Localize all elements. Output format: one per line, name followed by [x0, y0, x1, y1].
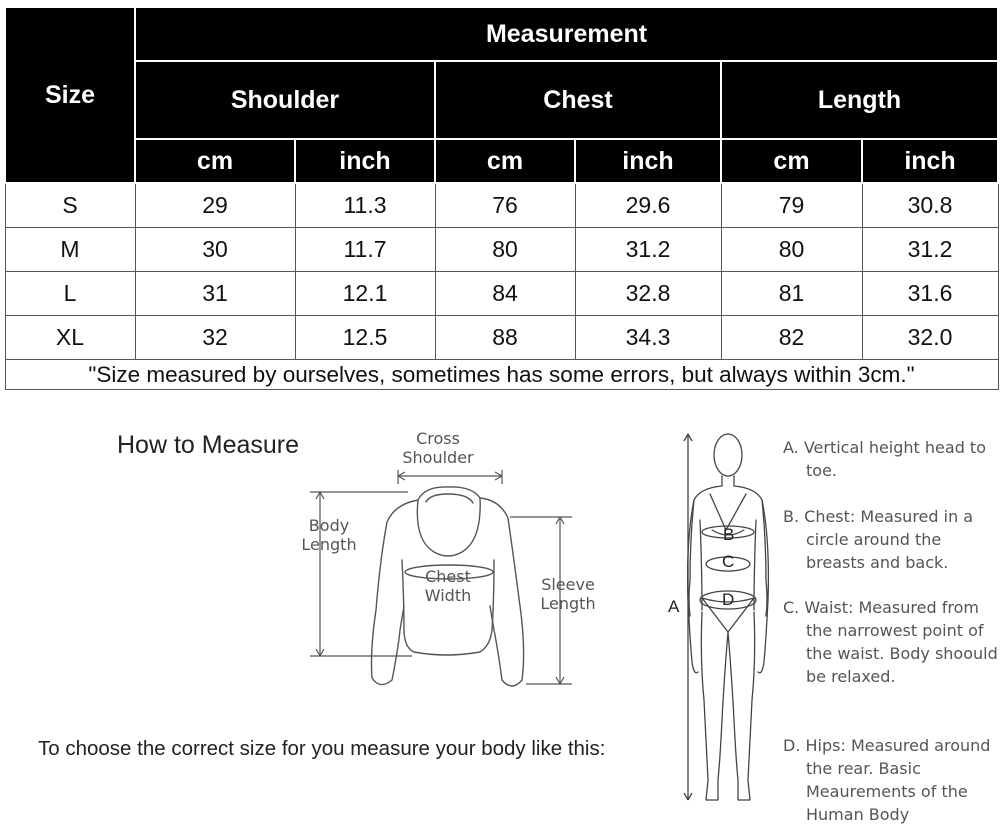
size-cell: XL — [5, 316, 135, 360]
table-cell: 30 — [135, 228, 295, 272]
description-b: B. Chest: Measured in a circle around the breasts and back. — [783, 507, 974, 572]
table-cell: 32.8 — [575, 272, 721, 316]
table-cell: 30.8 — [862, 183, 998, 228]
chest-width-label: Chest Width — [424, 567, 472, 605]
table-cell: 11.7 — [295, 228, 435, 272]
unit-header: cm — [135, 139, 295, 183]
size-header: Size — [5, 7, 135, 183]
length-header: Length — [721, 61, 998, 139]
table-cell: 31.2 — [575, 228, 721, 272]
table-cell: 76 — [435, 183, 575, 228]
table-cell: 32 — [135, 316, 295, 360]
unit-header: inch — [575, 139, 721, 183]
table-cell: 80 — [721, 228, 862, 272]
chest-header: Chest — [435, 61, 721, 139]
size-cell: L — [5, 272, 135, 316]
table-cell: 34.3 — [575, 316, 721, 360]
letter-b: B — [723, 525, 735, 544]
unit-header: inch — [862, 139, 998, 183]
table-cell: 80 — [435, 228, 575, 272]
instruction-text: To choose the correct size for you measure your body like this: — [38, 737, 606, 760]
table-cell: 79 — [721, 183, 862, 228]
size-note: "Size measured by ourselves, sometimes has some errors, but always within 3cm." — [5, 360, 998, 390]
table-cell: 81 — [721, 272, 862, 316]
description-d: D. Hips: Measured around the rear. Basic Meaurements of the Human Body — [783, 736, 991, 824]
letter-d: D — [722, 590, 735, 609]
description-a: A. Vertical height head to toe. — [783, 438, 986, 480]
table-cell: 31.6 — [862, 272, 998, 316]
table-cell: 29 — [135, 183, 295, 228]
measurement-descriptions — [783, 436, 998, 826]
table-cell: 32.0 — [862, 316, 998, 360]
body-length-label: Body Length — [301, 516, 357, 554]
table-cell: 12.5 — [295, 316, 435, 360]
unit-header: cm — [435, 139, 575, 183]
measurement-header: Measurement — [135, 7, 998, 61]
table-cell: 82 — [721, 316, 862, 360]
unit-header: inch — [295, 139, 435, 183]
table-cell: 84 — [435, 272, 575, 316]
unit-header: cm — [721, 139, 862, 183]
size-cell: M — [5, 228, 135, 272]
table-cell: 31.2 — [862, 228, 998, 272]
table-cell: 11.3 — [295, 183, 435, 228]
sleeve-length-label: Sleeve Length — [540, 575, 596, 613]
size-cell: S — [5, 183, 135, 228]
shoulder-header: Shoulder — [135, 61, 435, 139]
table-cell: 31 — [135, 272, 295, 316]
table-cell: 12.1 — [295, 272, 435, 316]
how-to-measure-title: How to Measure — [117, 431, 300, 459]
table-cell: 88 — [435, 316, 575, 360]
letter-a: A — [668, 597, 680, 616]
cross-shoulder-label: Cross Shoulder — [402, 429, 474, 467]
description-c: C. Waist: Measured from the narrowest point of the waist. Body shoould be relaxed. — [783, 598, 998, 686]
letter-c: C — [722, 552, 735, 571]
table-cell: 29.6 — [575, 183, 721, 228]
